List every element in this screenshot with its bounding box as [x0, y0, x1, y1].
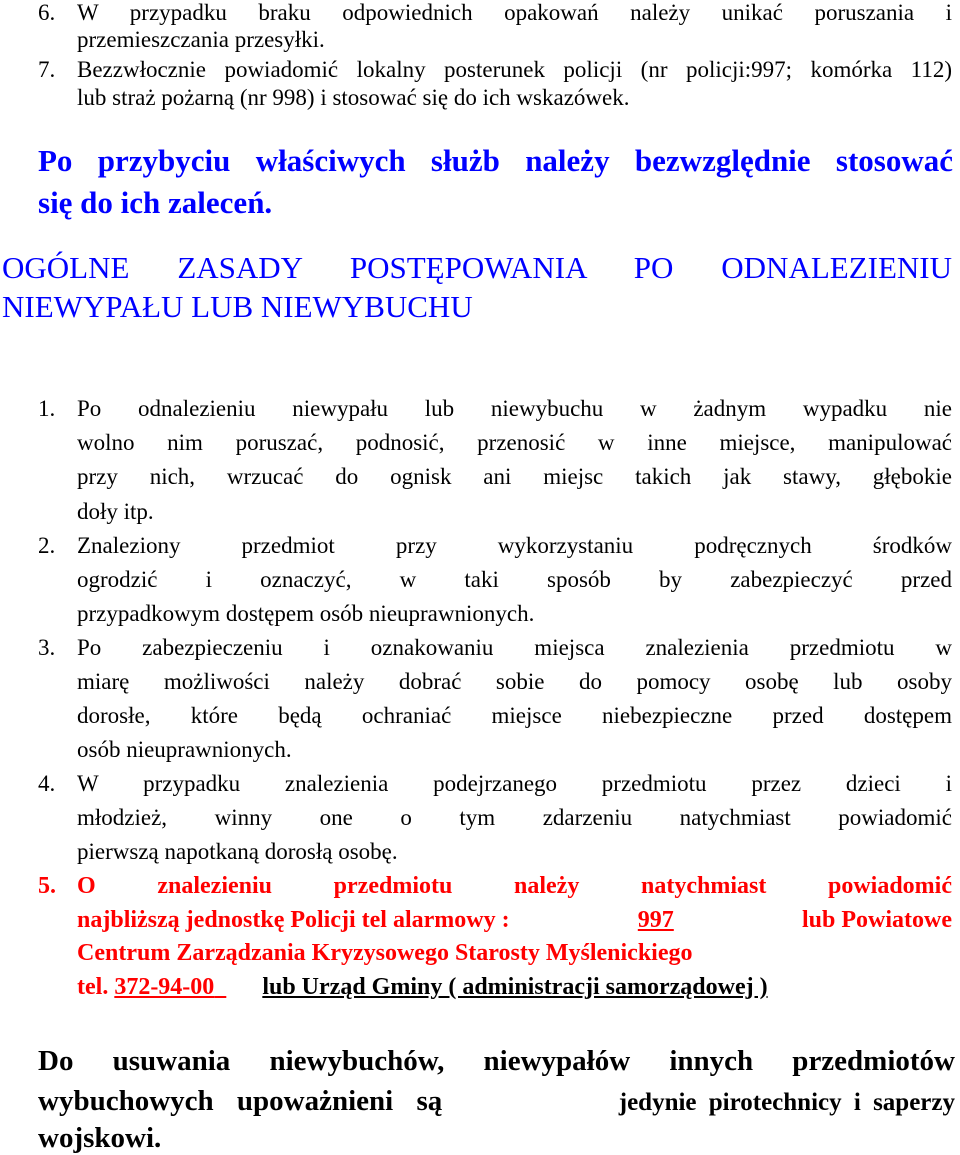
rule-text: osób nieuprawnionych. — [77, 737, 292, 762]
closing-line: jedynie pirotechnicy i saperzy — [618, 1089, 955, 1116]
heading-line: NIEWYPAŁU LUB NIEWYBUCHU — [2, 289, 473, 324]
police-number: 997 — [637, 907, 674, 933]
rule-4-line-3 — [77, 839, 398, 865]
notice-line: się do ich zaleceń. — [38, 185, 273, 220]
rule-text: Znaleziony przedmiot przy wykorzystaniu podręcznych środków — [77, 533, 952, 558]
rule-1-line-4 — [77, 499, 154, 525]
list-item-text: lub straż pożarną (nr 998) i stosować się do ich wskazówek. — [77, 85, 630, 110]
list-item-7-continued — [77, 85, 629, 111]
list-number: 6. — [38, 0, 56, 25]
closing-statement-line-2 — [38, 1085, 955, 1118]
rule-text: O znalezieniu przedmiotu należy natychmiast powiadomić — [77, 873, 952, 899]
closing-statement-line-3 — [38, 1122, 161, 1155]
rule-2-line-3 — [77, 601, 534, 627]
rule-3-line-4 — [77, 737, 292, 763]
services-notice-continued — [38, 185, 272, 221]
services-notice — [38, 143, 953, 179]
rule-text: dorosłe, które będą ochraniać miejsce niebezpieczne przed dostępem — [77, 703, 952, 728]
rule-text: doły itp. — [77, 499, 154, 524]
rule-text: ogrodzić i oznaczyć, w taki sposób by zabezpieczyć przed — [77, 567, 952, 592]
rule-5-line-3 — [77, 940, 692, 967]
rule-text — [77, 907, 952, 934]
heading-line: OGÓLNE ZASADY POSTĘPOWANIA PO ODNALEZIENIU — [2, 250, 952, 285]
rule-text: Po odnalezieniu niewypału lub niewybuchu w żadnym wypadku nie — [77, 396, 952, 421]
rule-text: przy nich, wrzucać do ognisk ani miejsc takich jak stawy, głębokie — [77, 464, 952, 489]
list-number: 1. — [38, 396, 56, 421]
rule-text: wolno nim poruszać, podnosić, przenosić w inne miejsce, manipulować — [77, 430, 952, 455]
list-number: 5. — [38, 873, 56, 899]
closing-line: wojskowi. — [38, 1122, 162, 1154]
rule-text: pierwszą napotkaną dorosłą osobę. — [77, 839, 398, 864]
notice-line: Po przybyciu właściwych służb należy bezwzględnie stosować — [38, 143, 953, 178]
closing-line: wybuchowych upoważnieni są — [38, 1085, 443, 1117]
municipal-office: lub Urząd Gminy ( administracji samorządowej ) — [262, 974, 768, 1000]
rule-text: W przypadku znalezienia podejrzanego przedmiotu przez dzieci i — [77, 771, 952, 796]
list-item-text: przemieszczania przesyłki. — [77, 27, 325, 52]
closing-statement — [38, 1045, 955, 1078]
list-item-text: W przypadku braku odpowiednich opakowań należy unikać poruszania i — [77, 0, 952, 25]
section-heading-continued — [2, 289, 473, 325]
list-item-text: Bezzwłocznie powiadomić lokalny posterunek policji (nr policji:997; komórka 112) — [77, 57, 952, 82]
rule-text-part: najbliższą jednostkę Policji tel alarmowy : — [77, 907, 510, 933]
rule-text: Centrum Zarządzania Kryzysowego Starosty Myślenickiego — [77, 940, 693, 966]
rule-text: Po zabezpieczeniu i oznakowaniu miejsca znalezienia przedmiotu w — [77, 635, 952, 660]
rule-text: młodzież, winny one o tym zdarzeniu natychmiast powiadomić — [77, 805, 952, 830]
list-number: 2. — [38, 533, 56, 558]
list-number: 4. — [38, 771, 56, 796]
section-heading — [2, 250, 952, 286]
rule-5-line-4 — [77, 974, 768, 1001]
tel-number: 372-94-00 — [114, 974, 215, 1000]
list-item-6-continued — [77, 27, 325, 53]
list-number: 7. — [38, 57, 56, 82]
rule-text-part: lub Powiatowe — [801, 907, 952, 933]
rule-text: przypadkowym dostępem osób nieuprawnionych. — [77, 601, 535, 626]
tel-label: tel. — [77, 974, 109, 1000]
list-number: 3. — [38, 635, 56, 660]
closing-line: Do usuwania niewybuchów, niewypałów innych przedmiotów — [38, 1045, 955, 1077]
rule-text: miarę możliwości należy dobrać sobie do pomocy osobę lub osoby — [77, 669, 952, 694]
